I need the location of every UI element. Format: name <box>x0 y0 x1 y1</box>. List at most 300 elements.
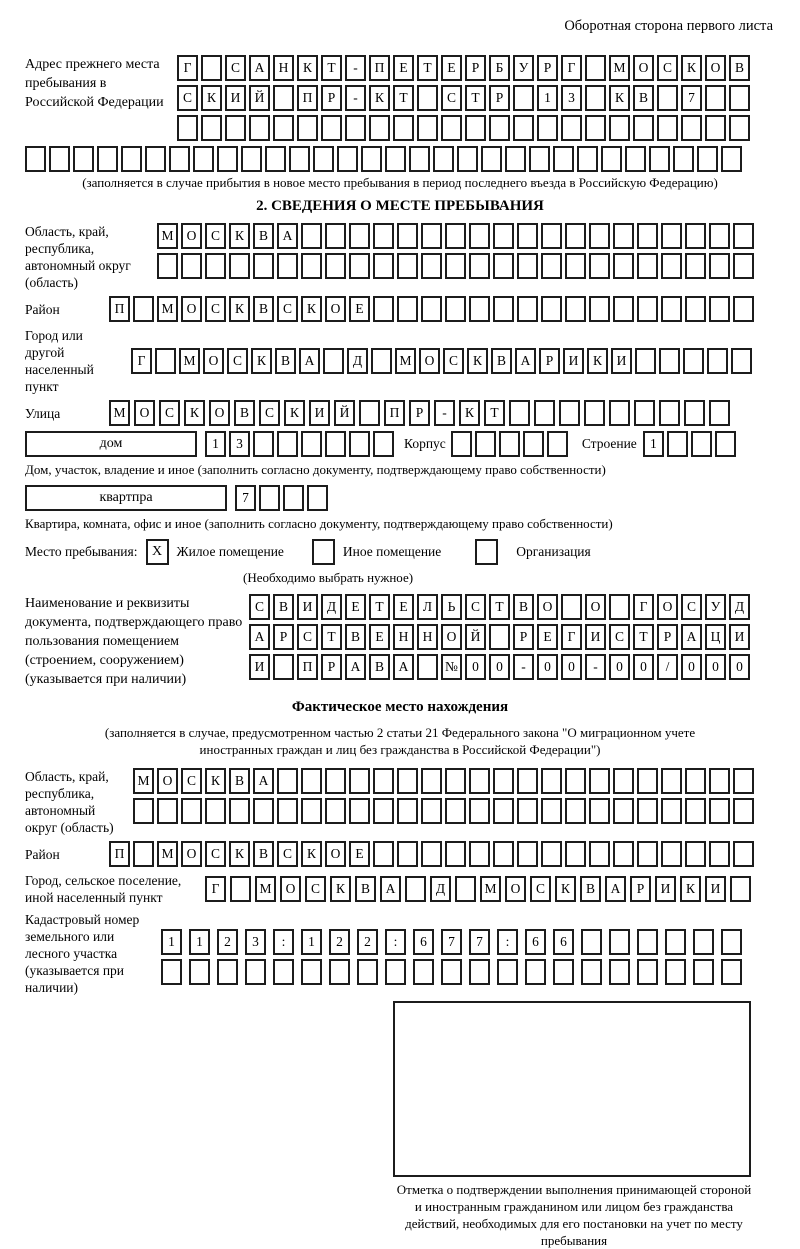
char-cell[interactable]: Е <box>369 624 390 650</box>
char-cell[interactable] <box>517 253 538 279</box>
char-cell[interactable]: П <box>384 400 405 426</box>
char-cell[interactable] <box>683 348 704 374</box>
char-cell[interactable]: С <box>441 85 462 111</box>
char-cell[interactable]: И <box>705 876 726 902</box>
char-cell[interactable] <box>577 146 598 172</box>
char-cell[interactable] <box>441 115 462 141</box>
char-cell[interactable]: Т <box>633 624 654 650</box>
char-cell[interactable] <box>230 876 251 902</box>
char-cell[interactable]: Й <box>465 624 486 650</box>
char-cell[interactable]: К <box>369 85 390 111</box>
char-cell[interactable] <box>613 296 634 322</box>
char-cell[interactable]: 0 <box>633 654 654 680</box>
char-cell[interactable] <box>181 253 202 279</box>
char-cell[interactable]: У <box>513 55 534 81</box>
char-cell[interactable]: Т <box>484 400 505 426</box>
char-cell[interactable] <box>513 85 534 111</box>
char-cell[interactable]: О <box>181 223 202 249</box>
char-cell[interactable]: Т <box>369 594 390 620</box>
char-cell[interactable] <box>685 223 706 249</box>
char-cell[interactable]: В <box>633 85 654 111</box>
char-cell[interactable] <box>253 798 274 824</box>
char-cell[interactable] <box>469 768 490 794</box>
char-cell[interactable]: 3 <box>561 85 582 111</box>
char-cell[interactable] <box>417 115 438 141</box>
char-cell[interactable] <box>637 296 658 322</box>
char-cell[interactable]: Р <box>321 654 342 680</box>
char-cell[interactable]: Е <box>441 55 462 81</box>
char-cell[interactable]: Е <box>393 55 414 81</box>
char-cell[interactable]: С <box>277 296 298 322</box>
char-cell[interactable] <box>609 929 630 955</box>
char-cell[interactable]: : <box>385 929 406 955</box>
char-cell[interactable]: К <box>587 348 608 374</box>
char-cell[interactable]: С <box>159 400 180 426</box>
char-cell[interactable] <box>565 296 586 322</box>
char-cell[interactable] <box>397 223 418 249</box>
char-cell[interactable]: К <box>184 400 205 426</box>
char-cell[interactable]: П <box>369 55 390 81</box>
char-cell[interactable]: К <box>301 841 322 867</box>
char-cell[interactable]: А <box>605 876 626 902</box>
char-cell[interactable] <box>301 768 322 794</box>
char-cell[interactable] <box>241 146 262 172</box>
char-cell[interactable]: Б <box>489 55 510 81</box>
char-cell[interactable] <box>349 223 370 249</box>
char-cell[interactable] <box>613 768 634 794</box>
char-cell[interactable]: Р <box>537 55 558 81</box>
char-cell[interactable]: К <box>284 400 305 426</box>
char-cell[interactable] <box>681 115 702 141</box>
char-cell[interactable] <box>637 959 658 985</box>
char-cell[interactable] <box>685 296 706 322</box>
char-cell[interactable] <box>337 146 358 172</box>
char-cell[interactable] <box>729 85 750 111</box>
char-cell[interactable]: Е <box>345 594 366 620</box>
char-cell[interactable] <box>321 115 342 141</box>
char-cell[interactable] <box>301 798 322 824</box>
char-cell[interactable] <box>589 296 610 322</box>
char-cell[interactable]: 0 <box>609 654 630 680</box>
char-cell[interactable] <box>229 798 250 824</box>
char-cell[interactable]: А <box>345 654 366 680</box>
char-cell[interactable] <box>445 841 466 867</box>
char-cell[interactable]: 7 <box>469 929 490 955</box>
char-cell[interactable]: Т <box>417 55 438 81</box>
char-cell[interactable] <box>534 400 555 426</box>
char-cell[interactable] <box>733 798 754 824</box>
char-cell[interactable] <box>705 85 726 111</box>
char-cell[interactable] <box>157 798 178 824</box>
char-cell[interactable]: Й <box>249 85 270 111</box>
char-cell[interactable]: С <box>443 348 464 374</box>
char-cell[interactable]: О <box>181 296 202 322</box>
char-cell[interactable] <box>373 431 394 457</box>
char-cell[interactable]: С <box>177 85 198 111</box>
char-cell[interactable]: С <box>657 55 678 81</box>
char-cell[interactable]: В <box>275 348 296 374</box>
char-cell[interactable]: О <box>325 841 346 867</box>
char-cell[interactable] <box>659 400 680 426</box>
char-cell[interactable]: И <box>563 348 584 374</box>
char-cell[interactable]: К <box>297 55 318 81</box>
char-cell[interactable]: К <box>251 348 272 374</box>
char-cell[interactable] <box>637 929 658 955</box>
char-cell[interactable] <box>634 400 655 426</box>
char-cell[interactable]: М <box>157 841 178 867</box>
char-cell[interactable]: Е <box>349 296 370 322</box>
char-cell[interactable] <box>497 959 518 985</box>
char-cell[interactable]: О <box>537 594 558 620</box>
char-cell[interactable]: К <box>555 876 576 902</box>
char-cell[interactable]: В <box>273 594 294 620</box>
char-cell[interactable]: С <box>297 624 318 650</box>
char-cell[interactable]: П <box>297 654 318 680</box>
char-cell[interactable]: Р <box>630 876 651 902</box>
char-cell[interactable] <box>301 959 322 985</box>
char-cell[interactable]: Л <box>417 594 438 620</box>
char-cell[interactable] <box>301 431 322 457</box>
char-cell[interactable] <box>421 223 442 249</box>
char-cell[interactable]: 1 <box>537 85 558 111</box>
char-cell[interactable] <box>733 223 754 249</box>
char-cell[interactable]: Г <box>561 624 582 650</box>
char-cell[interactable] <box>553 959 574 985</box>
char-cell[interactable] <box>693 959 714 985</box>
char-cell[interactable]: О <box>209 400 230 426</box>
char-cell[interactable]: В <box>234 400 255 426</box>
char-cell[interactable] <box>325 798 346 824</box>
char-cell[interactable] <box>513 115 534 141</box>
char-cell[interactable] <box>565 768 586 794</box>
char-cell[interactable] <box>217 959 238 985</box>
char-cell[interactable]: М <box>480 876 501 902</box>
char-cell[interactable] <box>451 431 472 457</box>
char-cell[interactable]: 0 <box>561 654 582 680</box>
char-cell[interactable] <box>273 115 294 141</box>
char-cell[interactable]: В <box>369 654 390 680</box>
char-cell[interactable]: И <box>611 348 632 374</box>
char-cell[interactable] <box>421 296 442 322</box>
char-cell[interactable] <box>253 253 274 279</box>
char-cell[interactable] <box>553 146 574 172</box>
char-cell[interactable] <box>721 146 742 172</box>
char-cell[interactable] <box>517 841 538 867</box>
char-cell[interactable] <box>517 798 538 824</box>
char-cell[interactable] <box>373 253 394 279</box>
char-cell[interactable]: В <box>513 594 534 620</box>
char-cell[interactable] <box>469 223 490 249</box>
char-cell[interactable] <box>373 841 394 867</box>
char-cell[interactable]: Г <box>205 876 226 902</box>
char-cell[interactable] <box>659 348 680 374</box>
char-cell[interactable] <box>541 798 562 824</box>
char-cell[interactable]: О <box>203 348 224 374</box>
char-cell[interactable] <box>493 223 514 249</box>
char-cell[interactable]: 7 <box>441 929 462 955</box>
char-cell[interactable] <box>475 431 496 457</box>
char-cell[interactable] <box>709 400 730 426</box>
char-cell[interactable] <box>715 431 736 457</box>
char-cell[interactable] <box>133 798 154 824</box>
char-cell[interactable]: К <box>680 876 701 902</box>
char-cell[interactable] <box>517 223 538 249</box>
char-cell[interactable]: Ь <box>441 594 462 620</box>
char-cell[interactable] <box>273 654 294 680</box>
char-cell[interactable]: В <box>355 876 376 902</box>
char-cell[interactable] <box>359 400 380 426</box>
char-cell[interactable] <box>589 253 610 279</box>
char-cell[interactable] <box>157 253 178 279</box>
char-cell[interactable]: О <box>585 594 606 620</box>
char-cell[interactable] <box>277 431 298 457</box>
char-cell[interactable]: О <box>181 841 202 867</box>
char-cell[interactable]: 2 <box>357 929 378 955</box>
char-cell[interactable]: А <box>249 55 270 81</box>
char-cell[interactable] <box>499 431 520 457</box>
checkbox-zhiloe[interactable]: X <box>146 539 169 565</box>
char-cell[interactable] <box>637 253 658 279</box>
char-cell[interactable] <box>421 798 442 824</box>
char-cell[interactable] <box>169 146 190 172</box>
char-cell[interactable] <box>457 146 478 172</box>
char-cell[interactable] <box>273 959 294 985</box>
char-cell[interactable]: М <box>255 876 276 902</box>
char-cell[interactable]: К <box>229 296 250 322</box>
char-cell[interactable] <box>561 594 582 620</box>
char-cell[interactable] <box>537 115 558 141</box>
char-cell[interactable] <box>397 768 418 794</box>
char-cell[interactable] <box>685 253 706 279</box>
char-cell[interactable] <box>585 115 606 141</box>
char-cell[interactable] <box>49 146 70 172</box>
char-cell[interactable]: С <box>530 876 551 902</box>
char-cell[interactable] <box>349 253 370 279</box>
char-cell[interactable] <box>733 296 754 322</box>
char-cell[interactable]: М <box>109 400 130 426</box>
char-cell[interactable] <box>541 253 562 279</box>
char-cell[interactable]: 0 <box>705 654 726 680</box>
char-cell[interactable] <box>225 115 246 141</box>
char-cell[interactable] <box>445 253 466 279</box>
char-cell[interactable] <box>733 768 754 794</box>
char-cell[interactable]: 0 <box>537 654 558 680</box>
char-cell[interactable]: С <box>181 768 202 794</box>
char-cell[interactable] <box>709 841 730 867</box>
char-cell[interactable] <box>349 768 370 794</box>
char-cell[interactable] <box>385 146 406 172</box>
char-cell[interactable]: С <box>249 594 270 620</box>
char-cell[interactable]: И <box>249 654 270 680</box>
char-cell[interactable] <box>559 400 580 426</box>
char-cell[interactable]: С <box>305 876 326 902</box>
char-cell[interactable] <box>357 959 378 985</box>
char-cell[interactable] <box>373 296 394 322</box>
char-cell[interactable]: В <box>253 296 274 322</box>
char-cell[interactable]: 0 <box>729 654 750 680</box>
char-cell[interactable]: О <box>633 55 654 81</box>
char-cell[interactable]: И <box>655 876 676 902</box>
char-cell[interactable]: П <box>297 85 318 111</box>
char-cell[interactable] <box>721 959 742 985</box>
char-cell[interactable]: 6 <box>525 929 546 955</box>
char-cell[interactable]: О <box>419 348 440 374</box>
char-cell[interactable]: П <box>109 841 130 867</box>
char-cell[interactable]: А <box>393 654 414 680</box>
char-cell[interactable]: И <box>585 624 606 650</box>
char-cell[interactable] <box>493 768 514 794</box>
char-cell[interactable] <box>657 85 678 111</box>
char-cell[interactable]: В <box>229 768 250 794</box>
char-cell[interactable]: Н <box>273 55 294 81</box>
char-cell[interactable] <box>283 485 304 511</box>
char-cell[interactable]: 3 <box>245 929 266 955</box>
char-cell[interactable]: Р <box>465 55 486 81</box>
char-cell[interactable]: Й <box>334 400 355 426</box>
char-cell[interactable]: В <box>580 876 601 902</box>
char-cell[interactable] <box>589 223 610 249</box>
char-cell[interactable]: К <box>301 296 322 322</box>
char-cell[interactable] <box>397 841 418 867</box>
char-cell[interactable] <box>421 253 442 279</box>
char-cell[interactable] <box>493 841 514 867</box>
char-cell[interactable]: С <box>225 55 246 81</box>
char-cell[interactable]: О <box>441 624 462 650</box>
char-cell[interactable]: Т <box>321 55 342 81</box>
char-cell[interactable]: М <box>609 55 630 81</box>
char-cell[interactable] <box>565 253 586 279</box>
char-cell[interactable] <box>661 223 682 249</box>
char-cell[interactable] <box>325 223 346 249</box>
char-cell[interactable] <box>509 400 530 426</box>
char-cell[interactable] <box>369 115 390 141</box>
char-cell[interactable]: С <box>227 348 248 374</box>
char-cell[interactable]: С <box>681 594 702 620</box>
char-cell[interactable]: М <box>133 768 154 794</box>
char-cell[interactable] <box>73 146 94 172</box>
char-cell[interactable] <box>585 85 606 111</box>
char-cell[interactable] <box>541 223 562 249</box>
char-cell[interactable]: Г <box>561 55 582 81</box>
char-cell[interactable]: Г <box>633 594 654 620</box>
char-cell[interactable]: 7 <box>235 485 256 511</box>
char-cell[interactable]: И <box>225 85 246 111</box>
char-cell[interactable] <box>361 146 382 172</box>
char-cell[interactable]: 2 <box>217 929 238 955</box>
char-cell[interactable]: Н <box>393 624 414 650</box>
char-cell[interactable] <box>469 841 490 867</box>
char-cell[interactable] <box>373 798 394 824</box>
checkbox-org[interactable] <box>475 539 498 565</box>
char-cell[interactable] <box>249 115 270 141</box>
char-cell[interactable]: 6 <box>413 929 434 955</box>
char-cell[interactable]: С <box>205 296 226 322</box>
char-cell[interactable] <box>441 959 462 985</box>
char-cell[interactable] <box>259 485 280 511</box>
char-cell[interactable]: М <box>157 296 178 322</box>
char-cell[interactable] <box>589 841 610 867</box>
char-cell[interactable] <box>245 959 266 985</box>
char-cell[interactable] <box>229 253 250 279</box>
char-cell[interactable]: Т <box>321 624 342 650</box>
char-cell[interactable]: У <box>705 594 726 620</box>
char-cell[interactable] <box>525 959 546 985</box>
char-cell[interactable] <box>205 798 226 824</box>
char-cell[interactable] <box>709 798 730 824</box>
char-cell[interactable] <box>277 253 298 279</box>
char-cell[interactable]: 1 <box>301 929 322 955</box>
char-cell[interactable]: Р <box>273 624 294 650</box>
char-cell[interactable] <box>397 296 418 322</box>
char-cell[interactable] <box>661 798 682 824</box>
char-cell[interactable] <box>349 798 370 824</box>
char-cell[interactable] <box>637 768 658 794</box>
char-cell[interactable] <box>277 798 298 824</box>
char-cell[interactable] <box>565 798 586 824</box>
char-cell[interactable]: К <box>201 85 222 111</box>
char-cell[interactable] <box>301 223 322 249</box>
char-cell[interactable] <box>201 115 222 141</box>
char-cell[interactable] <box>455 876 476 902</box>
char-cell[interactable] <box>493 296 514 322</box>
char-cell[interactable]: 3 <box>229 431 250 457</box>
char-cell[interactable]: М <box>157 223 178 249</box>
char-cell[interactable]: А <box>277 223 298 249</box>
char-cell[interactable]: Р <box>513 624 534 650</box>
char-cell[interactable] <box>609 400 630 426</box>
char-cell[interactable] <box>709 768 730 794</box>
char-cell[interactable]: С <box>609 624 630 650</box>
char-cell[interactable] <box>684 400 705 426</box>
char-cell[interactable] <box>445 223 466 249</box>
char-cell[interactable] <box>697 146 718 172</box>
char-cell[interactable] <box>584 400 605 426</box>
char-cell[interactable]: К <box>229 841 250 867</box>
char-cell[interactable] <box>465 115 486 141</box>
char-cell[interactable] <box>409 146 430 172</box>
char-cell[interactable] <box>661 296 682 322</box>
char-cell[interactable] <box>145 146 166 172</box>
char-cell[interactable]: С <box>259 400 280 426</box>
char-cell[interactable] <box>371 348 392 374</box>
char-cell[interactable] <box>609 594 630 620</box>
char-cell[interactable]: 7 <box>681 85 702 111</box>
char-cell[interactable]: - <box>585 654 606 680</box>
char-cell[interactable]: Е <box>349 841 370 867</box>
char-cell[interactable] <box>541 841 562 867</box>
char-cell[interactable] <box>731 348 752 374</box>
char-cell[interactable]: А <box>515 348 536 374</box>
char-cell[interactable] <box>323 348 344 374</box>
char-cell[interactable]: А <box>253 768 274 794</box>
char-cell[interactable] <box>421 768 442 794</box>
char-cell[interactable] <box>121 146 142 172</box>
char-cell[interactable] <box>709 253 730 279</box>
char-cell[interactable] <box>397 798 418 824</box>
char-cell[interactable] <box>517 296 538 322</box>
char-cell[interactable] <box>601 146 622 172</box>
char-cell[interactable] <box>589 768 610 794</box>
char-cell[interactable] <box>733 841 754 867</box>
char-cell[interactable] <box>613 223 634 249</box>
char-cell[interactable] <box>661 768 682 794</box>
char-cell[interactable] <box>730 876 751 902</box>
char-cell[interactable]: О <box>705 55 726 81</box>
char-cell[interactable]: Д <box>321 594 342 620</box>
char-cell[interactable] <box>177 115 198 141</box>
char-cell[interactable] <box>469 296 490 322</box>
char-cell[interactable] <box>307 485 328 511</box>
